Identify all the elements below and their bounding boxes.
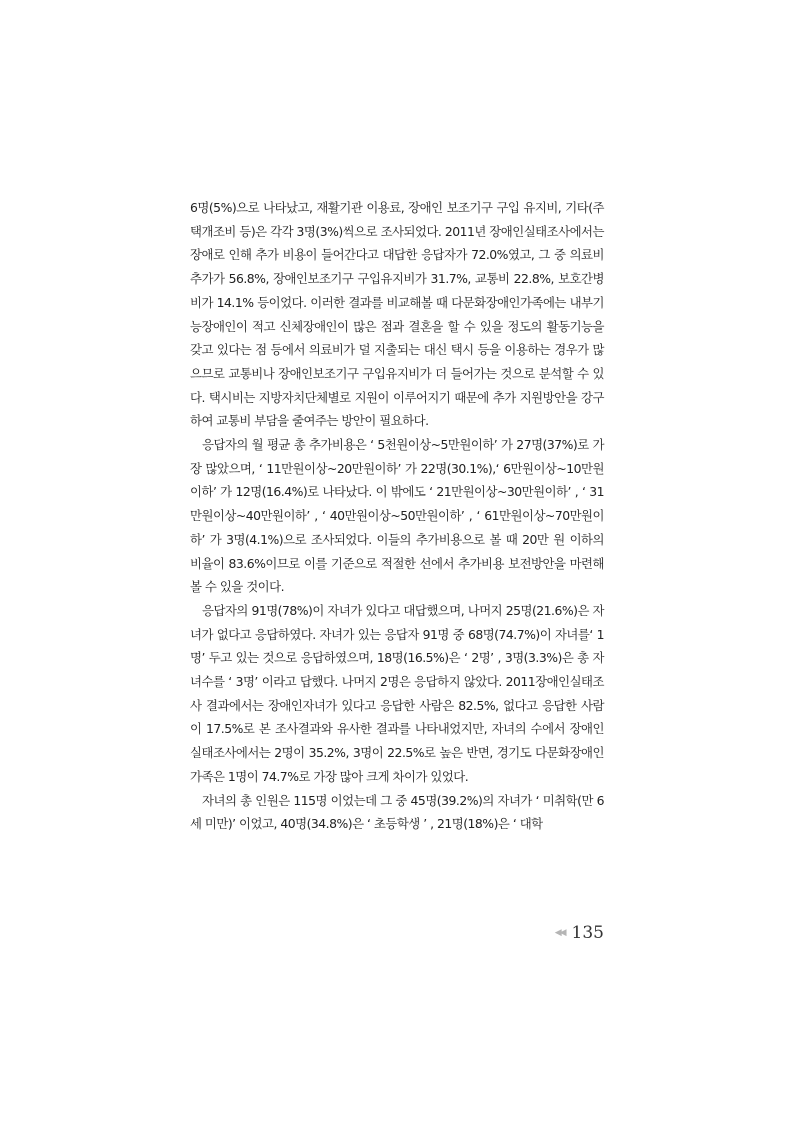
paragraph-4: 자녀의 총 인원은 115명 이었는데 그 중 45명(39.2%)의 자녀가 ‘ 미취학(만 6세 미만)’ 이었고, 40명(34.8%)은 ‘ 초등학생 ’ , 21명(18%)은 ‘ 대학 bbox=[190, 792, 604, 832]
paragraph-3: 응답자의 91명(78%)이 자녀가 있다고 대답했으며, 나머지 25명(21.6%)은 자녀가 없다고 응답하였다. 자녀가 있는 응답자 91명 중 68명(74.7%)이 자녀를‘ 1명’ 두고 있는 것으로 응답하였으며, 18명(16.5%)은 ‘ 2명’ , 3명(3.3%)은 총 자녀수를 ‘ 3명’ 이라고 답했다. 나머지 2명은 응답하지 않았다. 2011장애인실태조사 결과에서는 장애인자녀가 있다고 응답한 사람은 82.5%, 없다고 응답한 사람이 17.5%로 본 조사결과와 유사한 결과를 나타내었지만, 자녀의 수에서 장애인실태조사에서는 2명이 35.2%, 3명이 22.5%로 높은 반면, 경기도 다문화장애인가족은 1명이 74.7%로 가장 많아 크게 차이가 있었다. bbox=[190, 602, 604, 784]
paragraph-1: 6명(5%)으로 나타났고, 재활기관 이용료, 장애인 보조기구 구입 유지비, 기타(주택개조비 등)은 각각 3명(3%)씩으로 조사되었다. 2011년 장애인실태조사에서는 장애로 인해 추가 비용이 들어간다고 대답한 응답자가 72.0%였고, 그 중 의료비 추가가 56.8%, 장애인보조기구 구입유지비가 31.7%, 교통비 22.8%, 보호간병비가 14.1% 등이었다. 이러한 결과를 비교해볼 때 다문화장애인가족에는 내부기능장애인이 적고 신체장애인이 많은 점과 결혼을 할 수 있을 정도의 활동기능을 갖고 있다는 점 등에서 의료비가 덜 지출되는 대신 택시 등을 이용하는 경우가 많으므로 교통비나 장애인보조기구 구입유지비가 더 들어가는 것으로 분석할 수 있다. 택시비는 지방자치단체별로 지원이 이루어지기 때문에 추가 지원방안을 강구하여 교통비 부담을 줄여주는 방안이 필요하다. bbox=[190, 200, 604, 429]
body-text bbox=[190, 196, 604, 836]
double-arrow-left-icon: ◀◀ bbox=[554, 928, 565, 938]
page-footer bbox=[540, 922, 604, 944]
page-number: 135 bbox=[571, 923, 604, 943]
paragraph-2: 응답자의 월 평균 총 추가비용은 ‘ 5천원이상~5만원이하’ 가 27명(37%)로 가장 많았으며, ‘ 11만원이상~20만원이하’ 가 22명(30.1%),‘ 6만원이상~10만원이하’ 가 12명(16.4%)로 나타났다. 이 밖에도 ‘ 21만원이상~30만원이하’ , ‘ 31만원이상~40만원이하’ , ‘ 40만원이상~50만원이하’ , ‘ 61만원이상~70만원이하’ 가 3명(4.1%)으로 조사되었다. 이들의 추가비용으로 볼 때 20만 원 이하의 비율이 83.6%이므로 이를 기준으로 적절한 선에서 추가비용 보전방안을 마련해 볼 수 있을 것이다. bbox=[190, 437, 604, 595]
